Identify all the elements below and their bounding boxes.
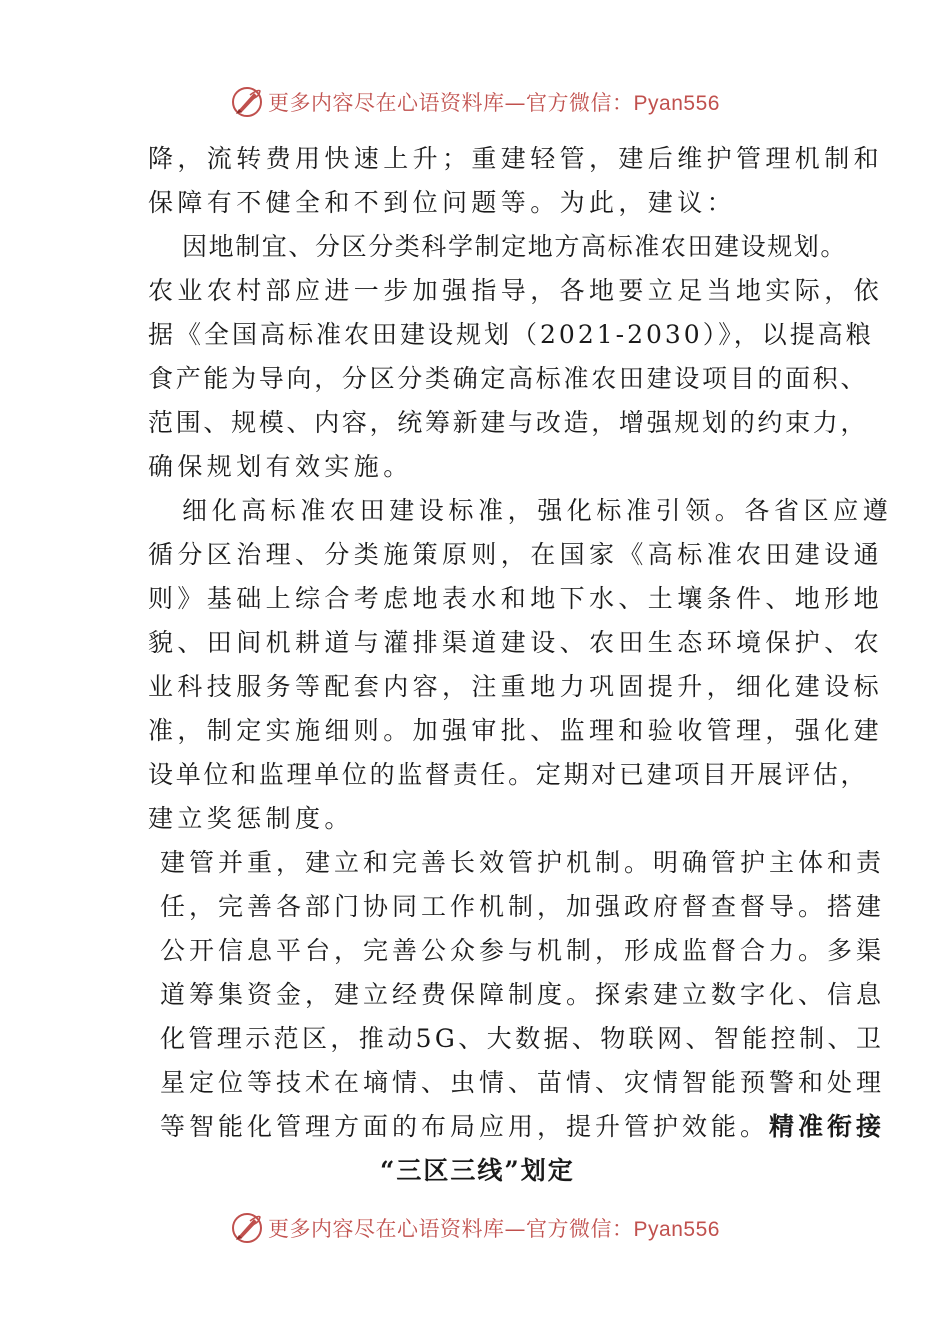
body-line: 食产能为导向，分区分类确定高标准农田建设项目的面积、 (148, 364, 869, 393)
body-line: 设单位和监理单位的监督责任。定期对已建项目开展评估， (148, 760, 869, 789)
body-line: 细化高标准农田建设标准，强化标准引领。各省区应遵 (182, 496, 893, 525)
body-line: 星定位等技术在墒情、虫情、苗情、灾情智能预警和处理 (160, 1068, 886, 1097)
body-line: 农业农村部应进一步加强指导，各地要立足当地实际，依 (148, 276, 884, 305)
body-line: 业科技服务等配套内容，注重地力巩固提升，细化建设标 (148, 672, 884, 701)
body-line: 降，流转费用快速上升；重建轻管，建后维护管理机制和 (148, 144, 884, 173)
header-watermark-banner (0, 82, 950, 122)
body-line: 道筹集资金，建立经费保障制度。探索建立数字化、信息 (160, 980, 886, 1009)
body-line: 公开信息平台，完善公众参与机制，形成监督合力。多渠 (160, 936, 886, 965)
pen-quill-icon (230, 1211, 264, 1245)
body-line: 任，完善各部门协同工作机制，加强政府督查督导。搭建 (160, 892, 886, 921)
body-line: 貌、田间机耕道与灌排渠道建设、农田生态环境保护、农 (148, 628, 884, 657)
body-line: 据《全国高标准农田建设规划（2021-2030）》，以提高粮 (148, 320, 874, 349)
body-line-text: 等智能化管理方面的布局应用，提升管护效能。 (160, 1112, 770, 1141)
body-line: 建管并重，建立和完善长效管护机制。明确管护主体和责 (160, 848, 886, 877)
body-line-with-bold-tail (160, 1112, 885, 1142)
body-line: 准，制定实施细则。加强审批、监理和验收管理，强化建 (148, 716, 884, 745)
footer-watermark-banner (0, 1208, 950, 1248)
body-line: 范围、规模、内容，统筹新建与改造，增强规划的约束力， (148, 408, 869, 437)
body-line: 化管理示范区，推动5G、大数据、物联网、智能控制、卫 (160, 1024, 885, 1053)
watermark-text: 更多内容尽在心语资料库—官方微信：Pyan556 (268, 91, 720, 115)
body-line: 保障有不健全和不到位问题等。为此，建议： (148, 188, 737, 217)
section-heading: “三区三线”划定 (380, 1156, 575, 1185)
pen-quill-icon (230, 85, 264, 119)
watermark-text: 更多内容尽在心语资料库—官方微信：Pyan556 (268, 1217, 720, 1241)
body-line: 则》基础上综合考虑地表水和地下水、土壤条件、地形地 (148, 584, 884, 613)
body-line: 循分区治理、分类施策原则，在国家《高标准农田建设通 (148, 540, 884, 569)
body-line: 建立奖惩制度。 (148, 804, 354, 833)
bold-lead-in: 精准衔接 (769, 1112, 886, 1141)
body-line: 因地制宜、分区分类科学制定地方高标准农田建设规划。 (182, 232, 848, 261)
body-line: 确保规划有效实施。 (148, 452, 413, 481)
